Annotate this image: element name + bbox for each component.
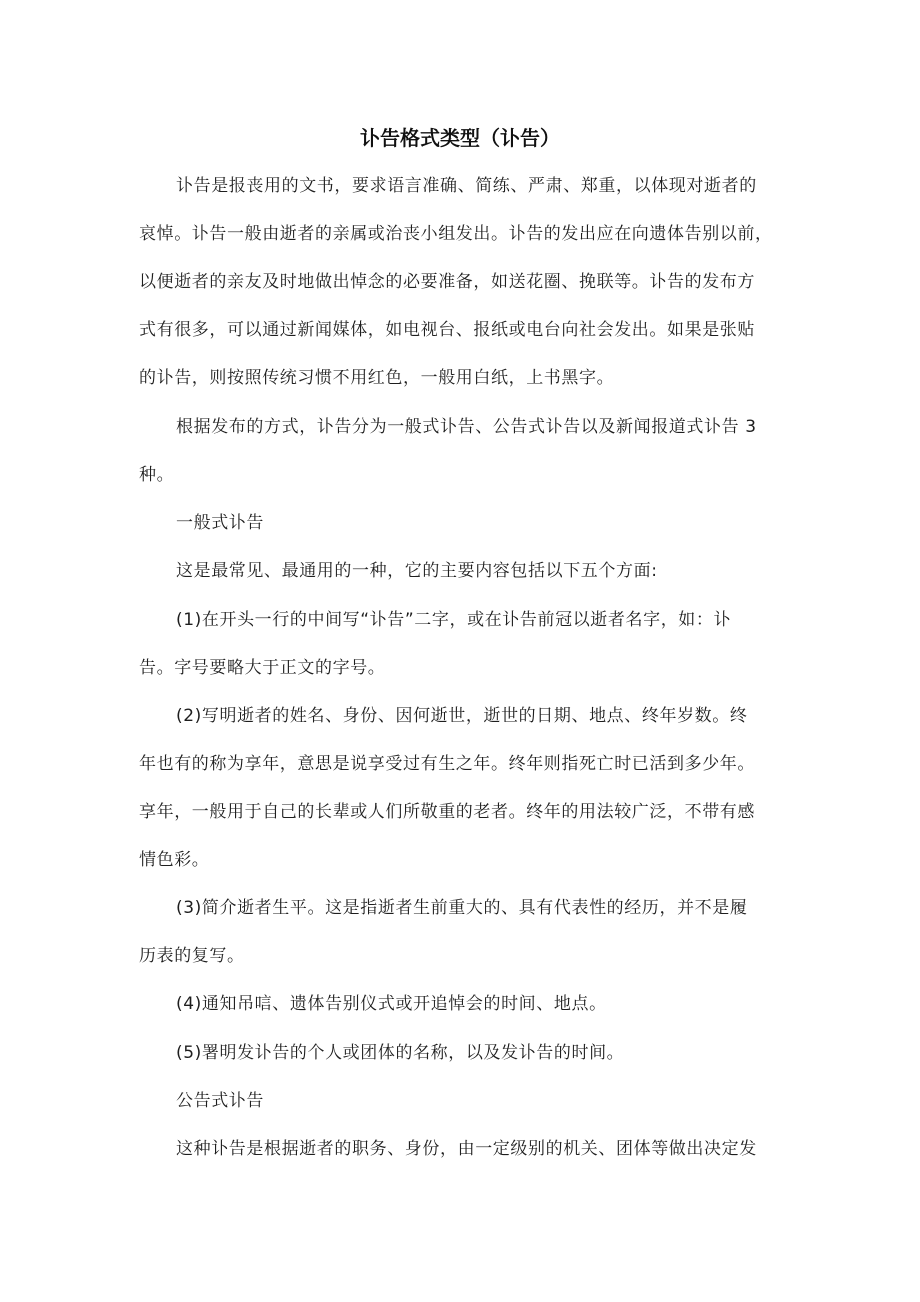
list-item-1-line-1: (1)在开头一行的中间写“讣告”二字，或在讣告前冠以逝者名字，如：讣 [176,610,732,630]
paragraph-intro-line-2: 哀悼。讣告一般由逝者的亲属或治丧小组发出。讣告的发出应在向遗体告别以前， [139,224,773,244]
list-item-4: (4)通知吊唁、遗体告别仪式或开追悼会的时间、地点。 [176,994,607,1014]
list-item-1-line-2: 告。字号要略大于正文的字号。 [139,658,386,678]
paragraph-general-intro: 这是最常见、最通用的一种，它的主要内容包括以下五个方面: [176,561,658,581]
document-title: 讣告格式类型（讣告） [360,126,560,150]
paragraph-intro-line-3: 以便逝者的亲友及时地做出悼念的必要准备，如送花圈、挽联等。讣告的发布方 [139,272,755,292]
list-item-5: (5)署明发讣告的个人或团体的名称，以及发讣告的时间。 [176,1043,625,1063]
paragraph-public-intro: 这种讣告是根据逝者的职务、身份，由一定级别的机关、团体等做出决定发 [176,1139,757,1159]
list-item-2-line-1: (2)写明逝者的姓名、身份、因何逝世，逝世的日期、地点、终年岁数。终 [176,706,748,726]
paragraph-types-line-2: 种。 [139,465,175,485]
list-item-2-line-4: 情色彩。 [139,850,210,870]
paragraph-intro-line-4: 式有很多，可以通过新闻媒体，如电视台、报纸或电台向社会发出。如果是张贴 [139,320,755,340]
list-item-3-line-1: (3)简介逝者生平。这是指逝者生前重大的、具有代表性的经历，并不是履 [176,898,748,918]
list-item-2-line-2: 年也有的称为享年，意思是说享受过有生之年。终年则指死亡时已活到多少年。 [139,754,755,774]
paragraph-intro-line-5: 的讣告，则按照传统习惯不用红色，一般用白纸，上书黑字。 [139,368,615,388]
section-heading-public: 公告式讣告 [176,1091,264,1111]
paragraph-types-line-1: 根据发布的方式，讣告分为一般式讣告、公告式讣告以及新闻报道式讣告 3 [176,417,757,437]
list-item-2-line-3: 享年，一般用于自己的长辈或人们所敬重的老者。终年的用法较广泛，不带有感 [139,802,755,822]
paragraph-intro-line-1: 讣告是报丧用的文书，要求语言准确、简练、严肃、郑重，以体现对逝者的 [176,176,757,196]
section-heading-general: 一般式讣告 [176,513,264,533]
list-item-3-line-2: 历表的复写。 [139,946,245,966]
